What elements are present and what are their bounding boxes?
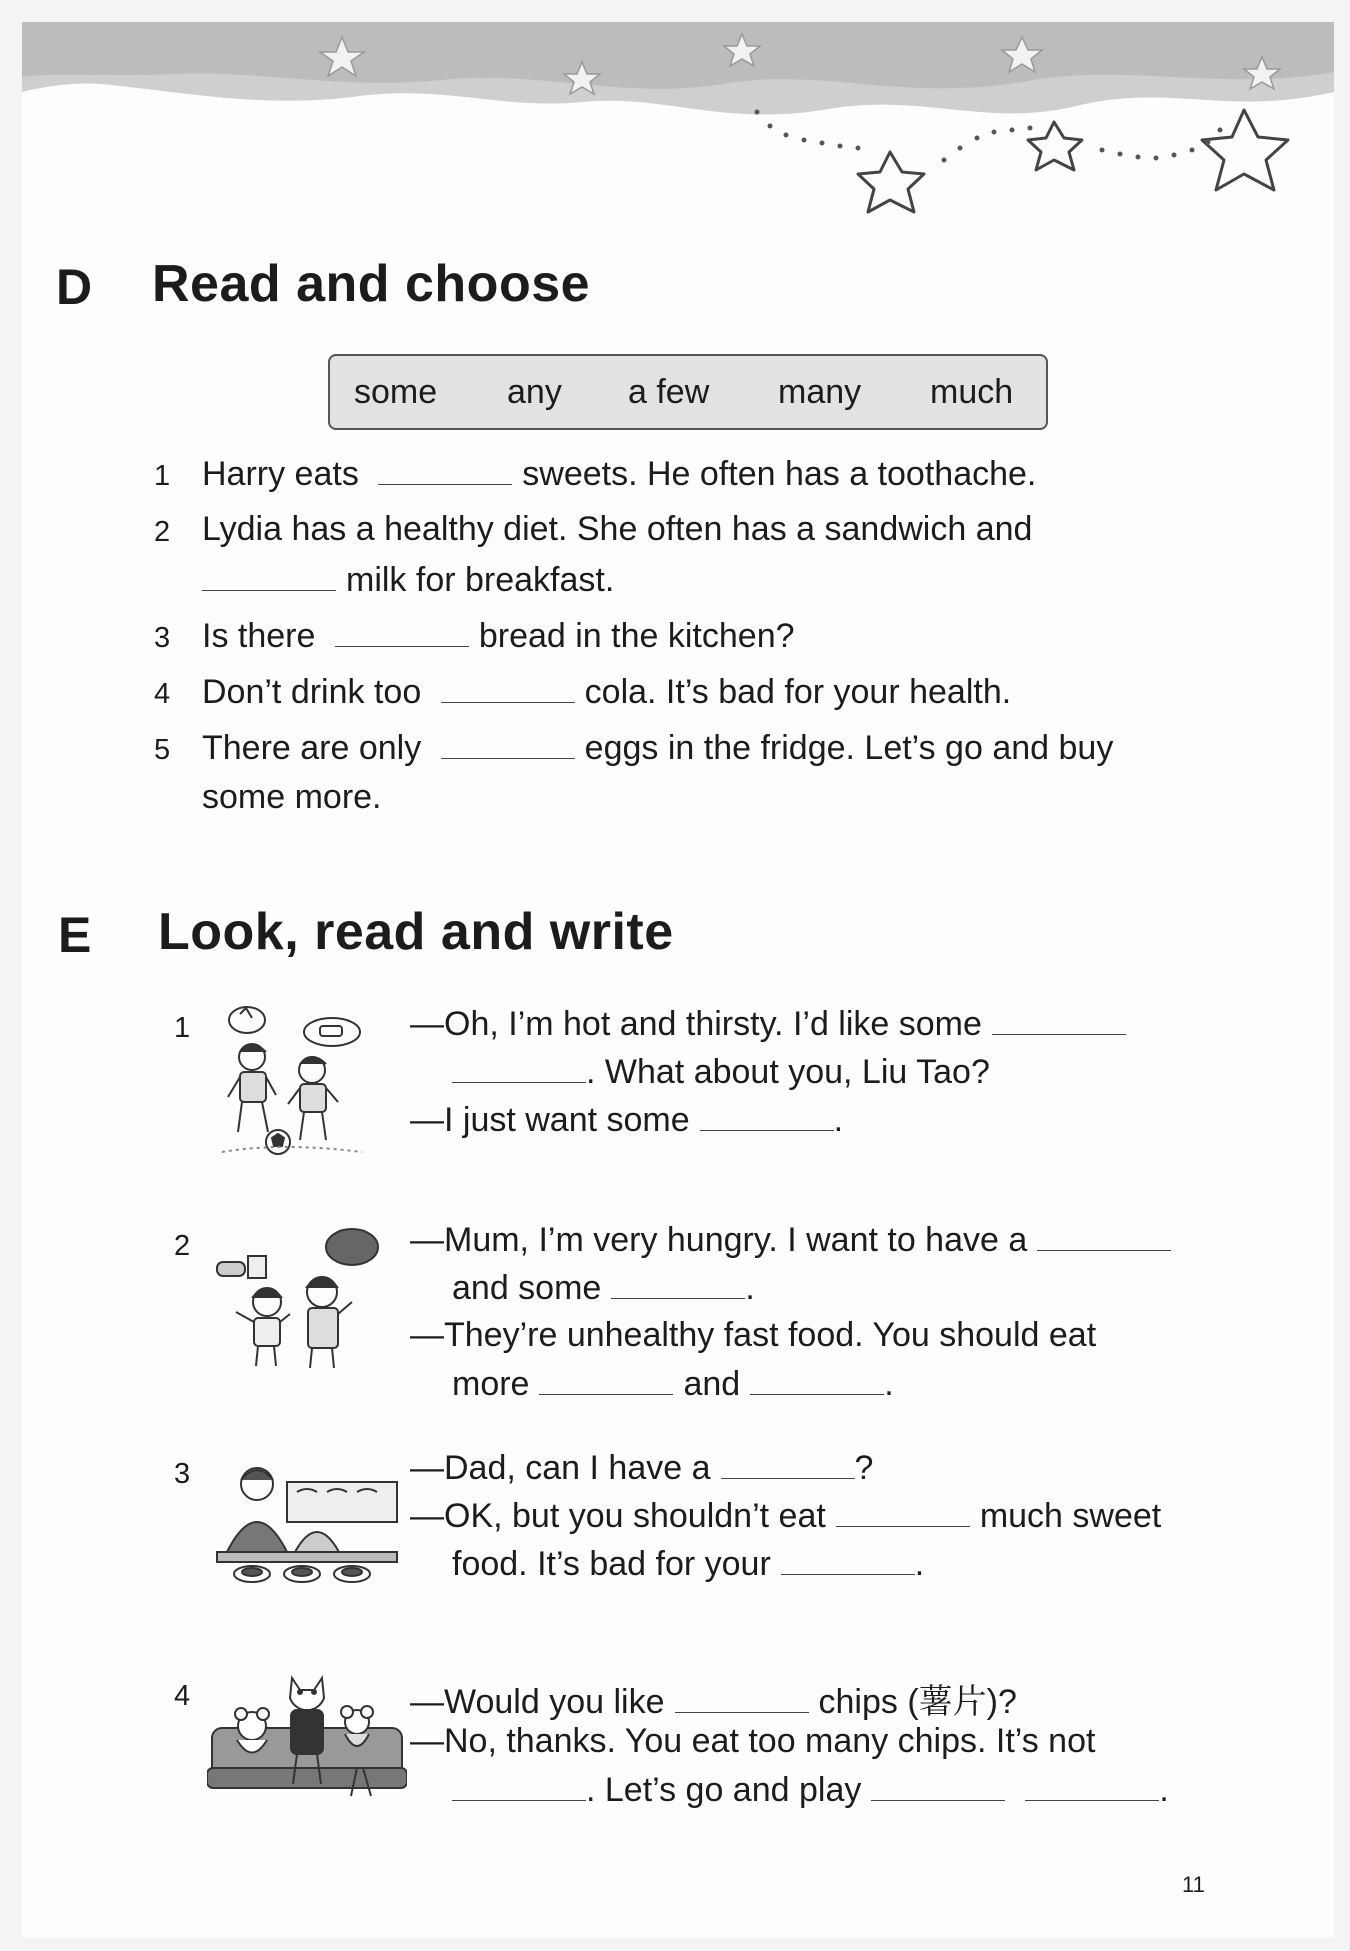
exercise-line: food. It’s bad for your .: [452, 1545, 925, 1583]
exercise-line: —Oh, I’m hot and thirsty. I’d like some: [410, 1004, 1136, 1044]
answer-blank[interactable]: [781, 1544, 915, 1575]
answer-blank[interactable]: [1025, 1770, 1159, 1801]
answer-blank[interactable]: [871, 1770, 1005, 1801]
answer-blank[interactable]: [202, 560, 336, 591]
answer-blank[interactable]: [441, 728, 575, 759]
answer-blank[interactable]: [700, 1100, 834, 1131]
answer-blank[interactable]: [992, 1004, 1126, 1035]
exercise-line: more and .: [452, 1365, 894, 1403]
girl-mum-fast-food-icon: [212, 1222, 382, 1372]
exercise-line: . Let’s go and play .: [452, 1770, 1169, 1810]
word-bank-word: much: [930, 373, 1014, 411]
word-bank-word: many: [778, 373, 862, 411]
word-bank-box: [328, 354, 1048, 430]
item-number: 4: [174, 1680, 191, 1712]
item-number: 1: [154, 460, 171, 492]
answer-blank[interactable]: [539, 1364, 673, 1395]
exercise-line: —OK, but you shouldn’t eat much sweet: [410, 1497, 1162, 1535]
item-number: 5: [154, 734, 171, 766]
section-d-letter: D: [56, 259, 93, 315]
exercise-line: some more.: [202, 778, 382, 816]
workbook-page: [22, 22, 1334, 1938]
item-number: 2: [174, 1230, 191, 1262]
two-boys-football-icon: [212, 1002, 382, 1162]
exercise-line: —They’re unhealthy fast food. You should eat: [410, 1316, 1097, 1354]
page-number: 11: [1182, 1872, 1205, 1897]
exercise-line: . What about you, Liu Tao?: [452, 1052, 990, 1092]
answer-blank[interactable]: [721, 1448, 855, 1479]
item-number: 1: [174, 1012, 191, 1044]
word-bank-word: a few: [628, 373, 710, 411]
exercise-line: and some .: [452, 1269, 755, 1307]
item-number: 3: [174, 1458, 191, 1490]
exercise-line: Lydia has a healthy diet. She often has a sandwich and: [202, 510, 1033, 548]
exercise-line: —Mum, I’m very hungry. I want to have a: [410, 1220, 1181, 1260]
answer-blank[interactable]: [1037, 1220, 1171, 1251]
item-number: 2: [154, 516, 171, 548]
answer-blank[interactable]: [836, 1496, 970, 1527]
item-number: 3: [154, 622, 171, 654]
word-bank-word: some: [354, 373, 438, 411]
section-e-title: Look, read and write: [158, 903, 674, 961]
exercise-line: —Dad, can I have a ?: [410, 1449, 874, 1487]
exercise-line: milk for breakfast.: [202, 560, 614, 600]
answer-blank[interactable]: [611, 1268, 745, 1299]
exercise-line: There are only eggs in the fridge. Let’s go and buy: [202, 729, 1114, 767]
answer-blank[interactable]: [750, 1364, 884, 1395]
exercise-line: Is there bread in the kitchen?: [202, 617, 795, 655]
exercise-line: —Would you like chips (薯片)?: [410, 1683, 1017, 1721]
section-d-title: Read and choose: [152, 255, 591, 313]
exercise-line: Harry eats sweets. He often has a toothache.: [202, 455, 1037, 493]
section-e-letter: E: [58, 907, 92, 963]
answer-blank[interactable]: [452, 1770, 586, 1801]
answer-blank[interactable]: [452, 1052, 586, 1083]
answer-blank[interactable]: [675, 1682, 809, 1713]
cat-mice-sofa-icon: [207, 1668, 407, 1808]
exercise-line: Don’t drink too cola. It’s bad for your health.: [202, 673, 1012, 711]
dad-boy-cake-counter-icon: [207, 1452, 407, 1592]
item-number: 4: [154, 678, 171, 710]
answer-blank[interactable]: [335, 616, 469, 647]
answer-blank[interactable]: [441, 672, 575, 703]
exercise-line: —I just want some .: [410, 1101, 844, 1139]
exercise-line: —No, thanks. You eat too many chips. It’s not: [410, 1722, 1096, 1760]
stars-banner-decoration: [22, 22, 1334, 252]
answer-blank[interactable]: [378, 454, 512, 485]
word-bank-word: any: [507, 373, 562, 411]
